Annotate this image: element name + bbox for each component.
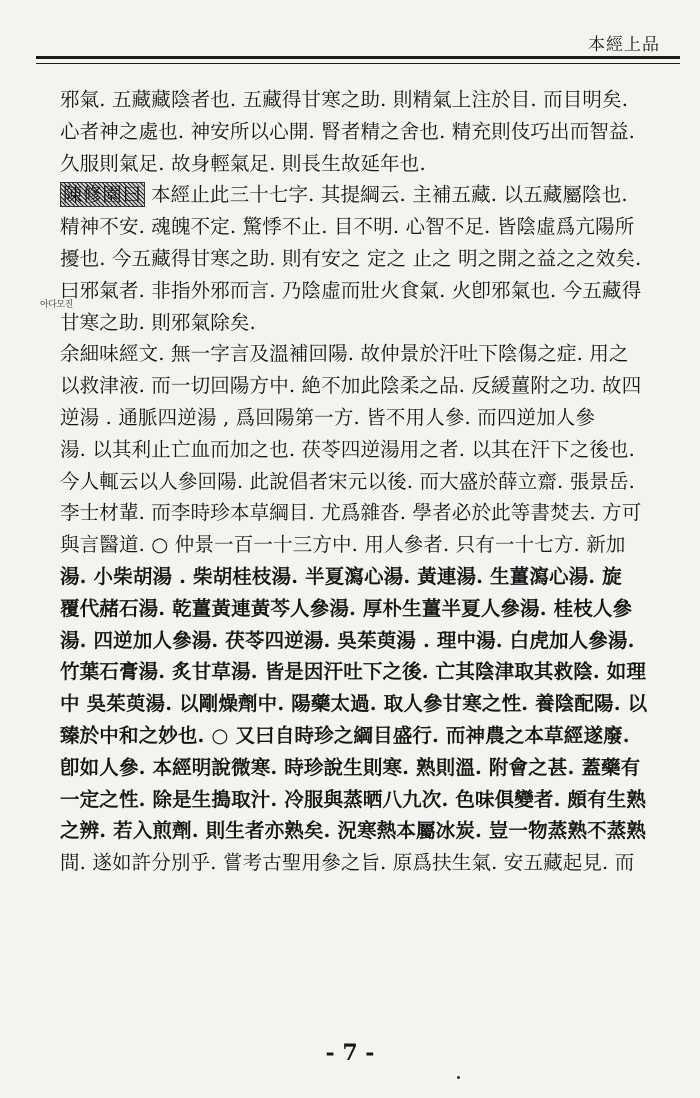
text-line-19: 竹葉石膏湯. 炙甘草湯. 皆是因汗吐下之後. 亡其陰津取其救陰. 如理 [60, 660, 647, 684]
text-line-6: 擾也. 今五藏得甘寒之助. 則有安之 定之 止之 明之開之益之之效矣. [60, 246, 642, 270]
text-line-25: 間. 遂如許分別乎. 嘗考古聖用參之旨. 原爲扶生氣. 安五藏起見. 而 [60, 851, 635, 875]
header-rule-thin [36, 63, 680, 64]
text-line-22: 卽如人參. 本經明說微寒. 時珍說生則寒. 熟則溫. 附會之甚. 蓋藥有 [60, 755, 641, 779]
text-line-13: 今人輒云以人參回陽. 此說倡者宋元以後. 而大盛於薛立齋. 張景岳. [60, 469, 635, 493]
text-line-21: 臻於中和之妙也. ○ 又曰自時珍之綱目盛行. 而神農之本草經遂廢. [60, 723, 630, 747]
text-line-23: 一定之性. 除是生搗取汁. 冷服與蒸晒八九次. 色味俱變者. 頗有生熟 [60, 787, 647, 811]
page-number: - 7 - [325, 1040, 375, 1066]
text-line-14: 李士材輩. 而李時珍本草綱目. 尤爲雜沓. 學者必於此等書焚去. 方可 [60, 501, 642, 525]
commentary-label: 陳修園曰 [60, 182, 145, 207]
header-section-label: 本經上品 [588, 35, 660, 55]
text-line-9: 余細味經文. 無一字言及溫補回陽. 故仲景於汗吐下陰傷之症. 用之 [60, 342, 629, 366]
header-rule-thick [36, 56, 680, 59]
text-line-20: 中 吳茱萸湯. 以剛燥劑中. 陽藥太過. 取人參甘寒之性. 養陰配陽. 以 [60, 692, 648, 716]
scan-speck [457, 1076, 460, 1079]
text-line-18: 湯. 四逆加人參湯. 茯苓四逆湯. 吳茱萸湯 . 理中湯. 白虎加人參湯. [60, 628, 635, 652]
text-line-16: 湯. 小柴胡湯 . 柴胡桂枝湯. 半夏瀉心湯. 黃連湯. 生薑瀉心湯. 旋 [60, 564, 622, 588]
text-line-5: 精神不安. 魂魄不定. 驚悸不止. 目不明. 心智不足. 皆陰虛爲亢陽所 [60, 215, 635, 239]
text-line-10: 以救津液. 而一切回陽方中. 絶不加此陰柔之品. 反緩薑附之功. 故四 [60, 374, 642, 398]
text-line-24: 之辨. 若入煎劑. 則生者亦熟矣. 況寒熱本屬冰炭. 豈一物蒸熟不蒸熟 [60, 819, 647, 843]
text-line-15: 與言醫道. ○ 仲景一百一十三方中. 用人參者. 只有一十七方. 新加 [60, 533, 626, 557]
body-text [60, 84, 662, 879]
text-line-11: 逆湯 . 通脈四逆湯 , 爲回陽第一方. 皆不用人參. 而四逆加人參 [60, 405, 596, 429]
text-line-3: 久服則氣足. 故身輕氣足. 則長生故延年也. [60, 151, 426, 175]
margin-annotation: 아다모진 [40, 300, 73, 310]
text-line-4 [60, 179, 662, 211]
text-line-7: 曰邪氣者. 非指外邪而言. 乃陰虛而壯火食氣. 火卽邪氣也. 今五藏得 [60, 278, 642, 302]
text-line-12: 湯. 以其利止亡血而加之也. 茯苓四逆湯用之者. 以其在汗下之後也. [60, 437, 635, 461]
text-line-17: 覆代赭石湯. 乾薑黃連黃芩人參湯. 厚朴生薑半夏人參湯. 桂枝人參 [60, 596, 633, 620]
text-line-2: 心者神之處也. 神安所以心開. 腎者精之舍也. 精充則伎巧出而智益. [60, 119, 635, 143]
text-line-4-body: 本經止此三十七字. 其提綱云. 主補五藏. 以五藏屬陰也. [150, 183, 628, 207]
text-line-8: 甘寒之助. 則邪氣除矣. [60, 310, 256, 334]
text-line-1: 邪氣. 五藏藏陰者也. 五藏得甘寒之助. 則精氣上注於目. 而目明矣. [60, 88, 629, 111]
